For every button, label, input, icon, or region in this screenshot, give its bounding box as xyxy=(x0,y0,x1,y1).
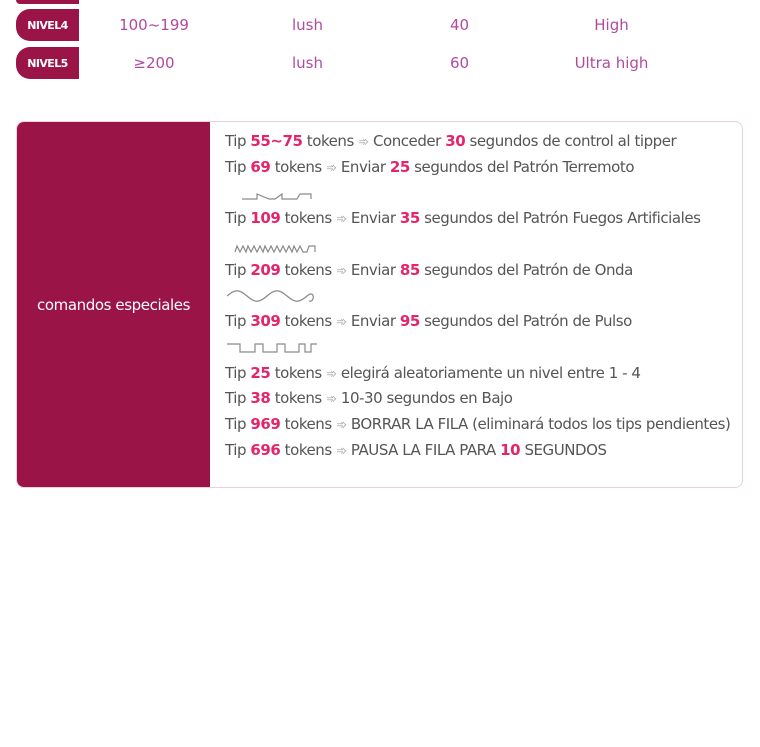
arrow-icon: ➾ xyxy=(336,417,347,433)
tip-word: Tip xyxy=(225,157,247,176)
pulse-pattern-icon xyxy=(227,335,735,361)
tip-word: Tip xyxy=(225,441,247,459)
tip-amount: 696 xyxy=(250,441,281,459)
command-text: elegirá aleatoriamente un nivel entre 1 - 4 xyxy=(340,363,641,382)
level-row xyxy=(16,9,746,41)
tokens-word: tokens xyxy=(274,157,322,176)
level-intensity: High xyxy=(594,16,629,34)
tokens-word: tokens xyxy=(284,312,332,330)
tokens-word: tokens xyxy=(274,389,322,407)
special-command-item xyxy=(225,361,735,387)
tip-word: Tip xyxy=(225,414,247,433)
tokens-word: tokens xyxy=(284,260,332,279)
level-token-range: 100~199 xyxy=(119,16,189,34)
level-seconds: 60 xyxy=(449,54,470,72)
tokens-word: tokens xyxy=(274,363,322,382)
tip-amount: 55~75 xyxy=(250,132,303,150)
tip-amount: 25 xyxy=(250,363,271,382)
tip-amount: 109 xyxy=(250,209,281,227)
level-row-badge-partial xyxy=(16,0,79,4)
tip-amount: 38 xyxy=(250,389,271,407)
arrow-icon: ➾ xyxy=(336,444,347,459)
tip-amount: 69 xyxy=(250,157,271,176)
tokens-word: tokens xyxy=(284,441,332,459)
command-text: Enviar xyxy=(350,312,400,330)
tip-word: Tip xyxy=(225,132,247,150)
tip-amount: 969 xyxy=(250,414,281,433)
tip-word: Tip xyxy=(225,363,247,382)
command-text: SEGUNDOS xyxy=(520,441,607,459)
arrow-icon: ➾ xyxy=(336,263,347,279)
wave-pattern-icon xyxy=(227,283,735,309)
level-token-range: ≥200 xyxy=(133,54,175,72)
special-command-item xyxy=(225,129,735,155)
special-command-item xyxy=(225,386,735,412)
command-value: 25 xyxy=(389,157,410,176)
tip-amount: 309 xyxy=(250,312,281,330)
special-commands-list xyxy=(225,129,735,464)
level-toy: lush xyxy=(292,16,323,34)
level-badge: NIVEL5 xyxy=(16,47,79,79)
special-command-item xyxy=(225,258,735,284)
tokens-word: tokens xyxy=(306,132,354,150)
command-text: Enviar xyxy=(340,157,390,176)
special-command-item xyxy=(225,206,735,232)
command-text: PAUSA LA FILA PARA xyxy=(350,441,501,459)
command-value: 85 xyxy=(399,260,420,279)
special-commands-panel xyxy=(16,121,743,488)
level-badge: NIVEL4 xyxy=(16,9,79,41)
command-text: Enviar xyxy=(350,209,400,227)
tip-word: Tip xyxy=(225,209,247,227)
tip-word: Tip xyxy=(225,389,247,407)
fireworks-pattern-icon xyxy=(227,232,735,258)
tokens-word: tokens xyxy=(284,209,332,227)
command-value: 95 xyxy=(399,312,420,330)
tip-amount: 209 xyxy=(250,260,281,279)
level-row xyxy=(16,47,746,79)
command-text: segundos del Patrón Terremoto xyxy=(409,157,635,176)
command-value: 30 xyxy=(445,132,466,150)
tokens-word: tokens xyxy=(284,414,332,433)
arrow-icon: ➾ xyxy=(326,160,337,176)
special-command-item xyxy=(225,309,735,335)
level-intensity: Ultra high xyxy=(574,54,649,72)
command-value: 35 xyxy=(399,209,420,227)
level-toy: lush xyxy=(292,54,323,72)
arrow-icon: ➾ xyxy=(336,315,347,330)
special-command-item xyxy=(225,412,735,439)
tip-word: Tip xyxy=(225,260,247,279)
command-text: BORRAR LA FILA (eliminará todos los tips pendientes) xyxy=(350,414,731,433)
arrow-icon: ➾ xyxy=(336,212,347,227)
special-command-item xyxy=(225,438,735,464)
command-text: 10-30 segundos en Bajo xyxy=(340,389,513,407)
special-commands-label: comandos especiales xyxy=(17,122,210,487)
command-text: Conceder xyxy=(372,132,446,150)
level-seconds: 40 xyxy=(449,16,470,34)
arrow-icon: ➾ xyxy=(326,366,337,382)
special-command-item xyxy=(225,155,735,181)
earthquake-pattern-icon xyxy=(227,180,735,206)
arrow-icon: ➾ xyxy=(358,135,369,150)
command-value: 10 xyxy=(500,441,521,459)
command-text: segundos del Patrón Fuegos Artificiales xyxy=(419,209,701,227)
command-text: segundos de control al tipper xyxy=(465,132,677,150)
command-text: segundos del Patrón de Onda xyxy=(419,260,633,279)
tip-word: Tip xyxy=(225,312,247,330)
arrow-icon: ➾ xyxy=(326,392,337,407)
command-text: segundos del Patrón de Pulso xyxy=(419,312,632,330)
command-text: Enviar xyxy=(350,260,400,279)
